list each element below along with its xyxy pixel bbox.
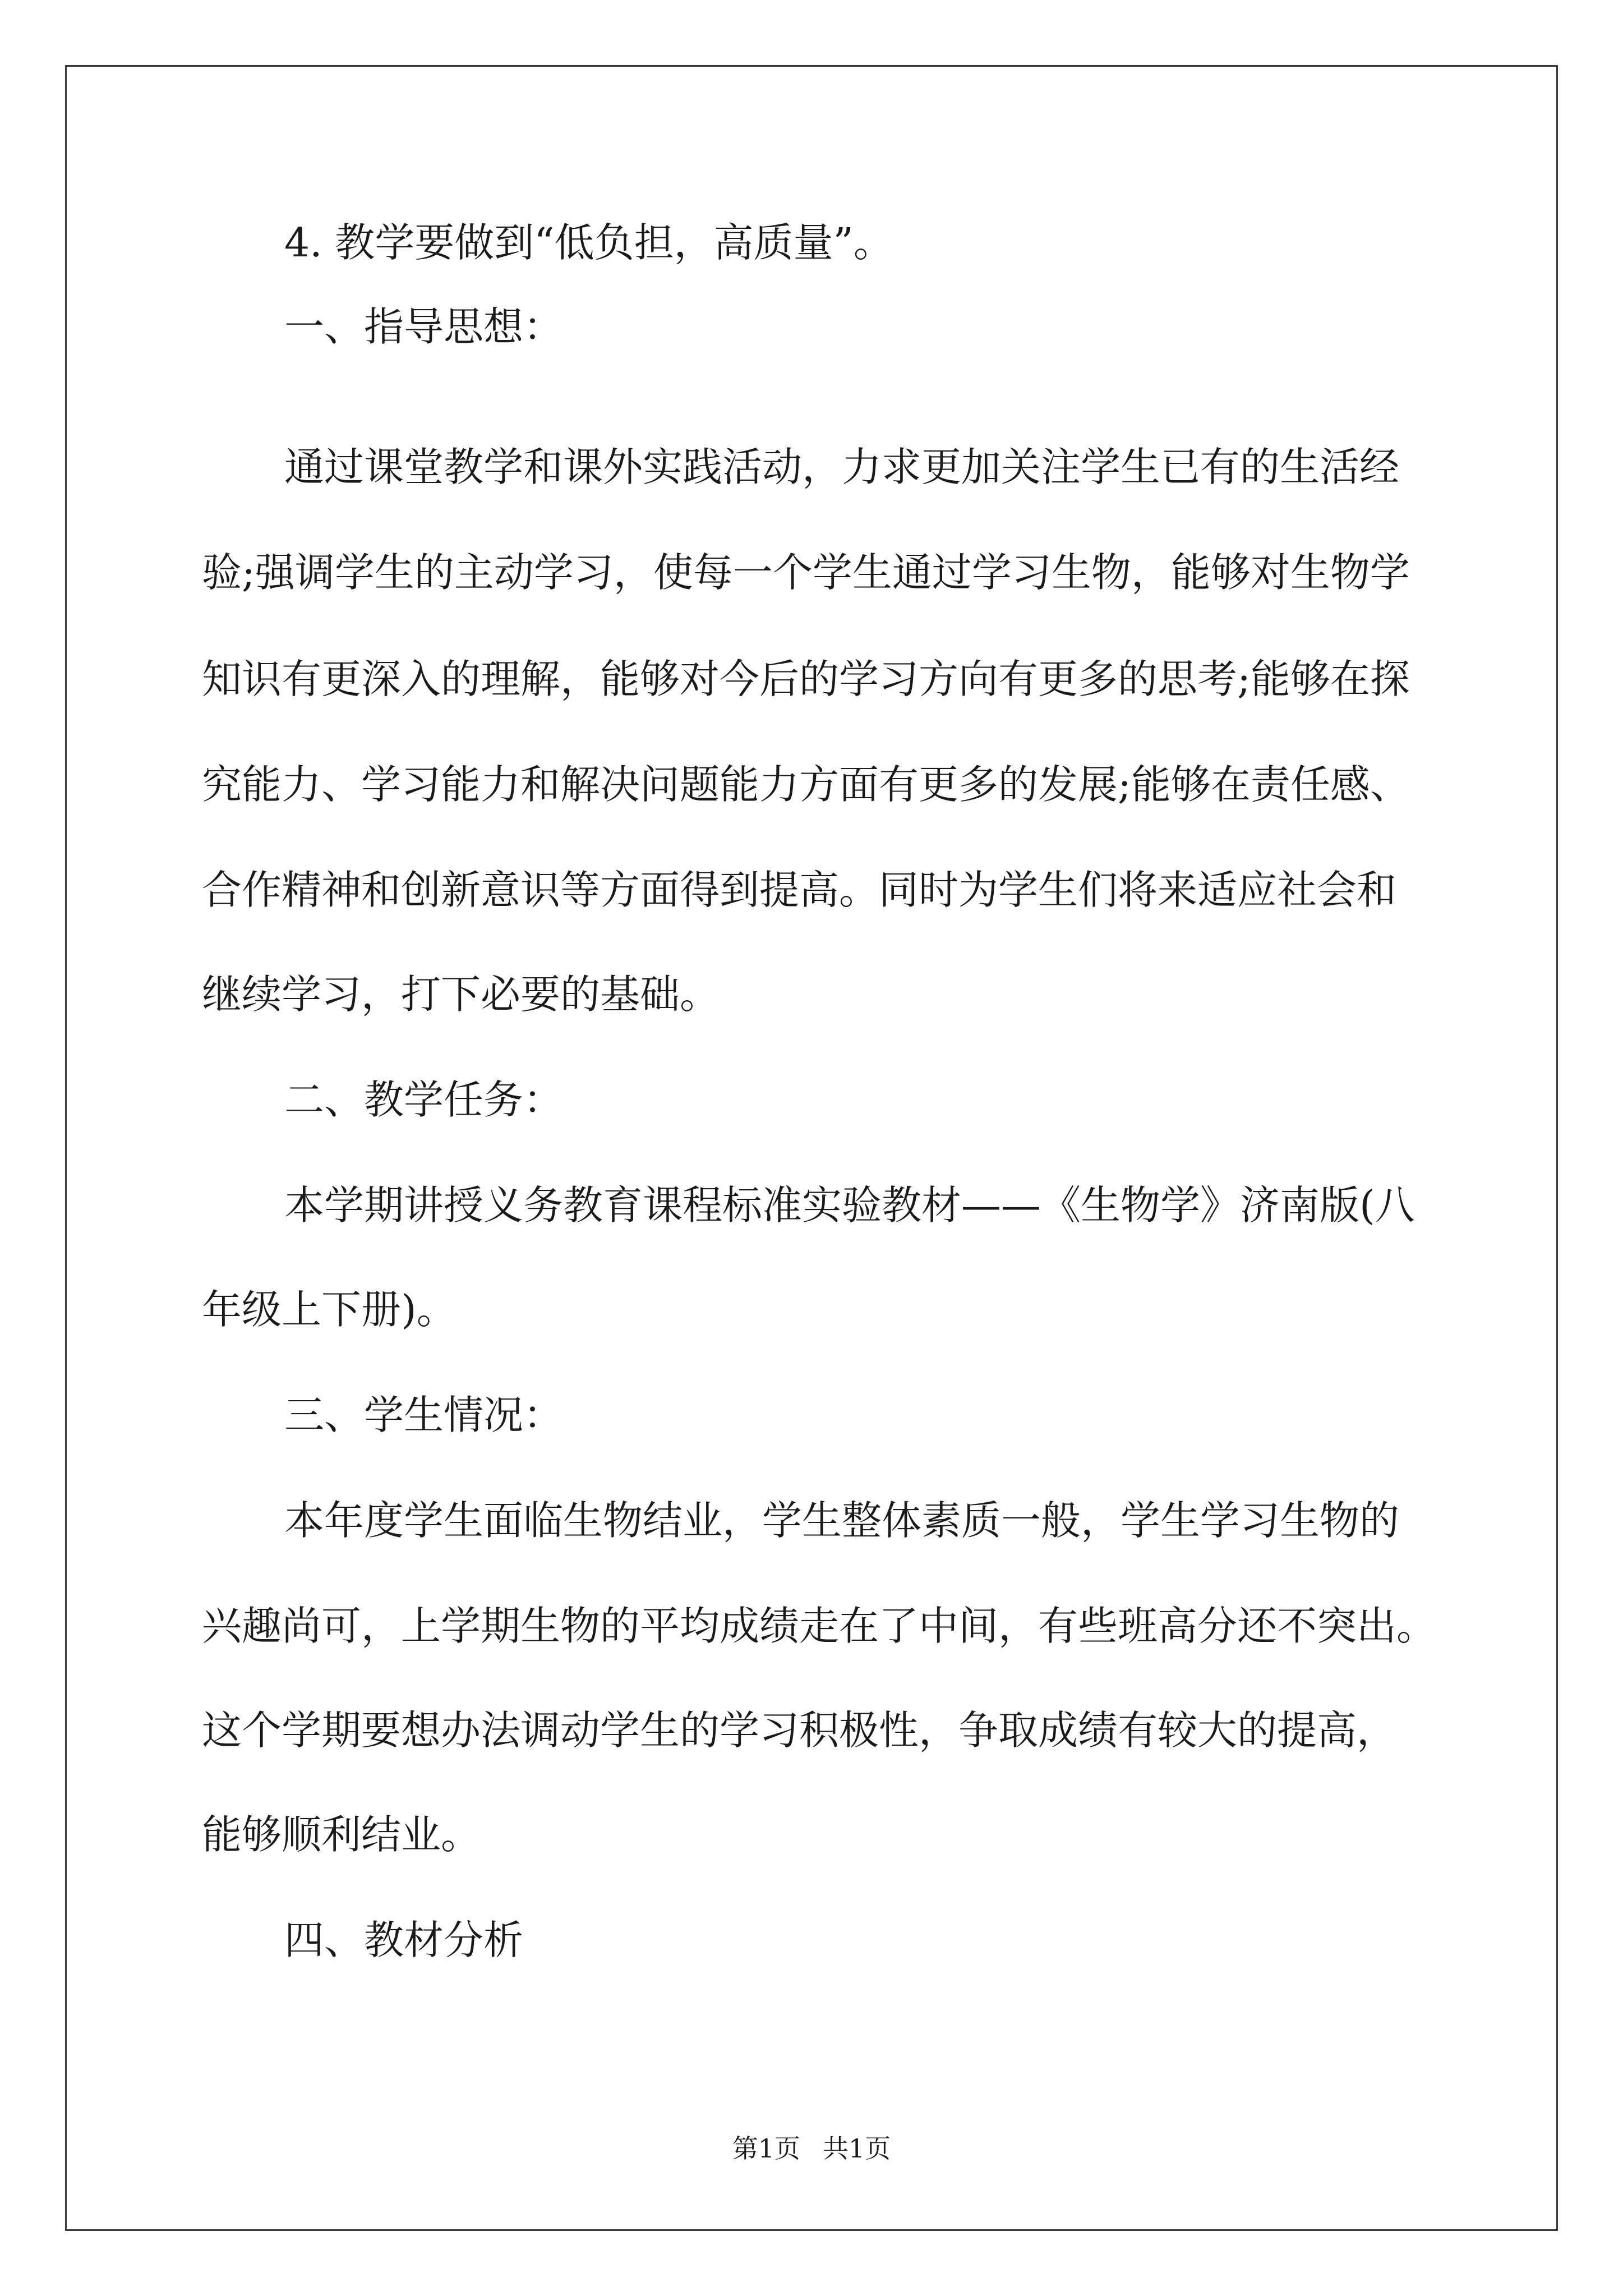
paragraph-line: 验;强调学生的主动学习，使每一个学生通过学习生物，能够对生物学 bbox=[202, 549, 1410, 596]
page-border bbox=[65, 65, 1558, 2231]
paragraph-line: 年级上下册)。 bbox=[202, 1286, 457, 1333]
paragraph-line: 本年度学生面临生物结业，学生整体素质一般，学生学习生物的 bbox=[284, 1497, 1400, 1544]
paragraph-line: 兴趣尚可，上学期生物的平均成绩走在了中间，有些班高分还不突出。 bbox=[202, 1603, 1437, 1649]
paragraph-line: 能够顺利结业。 bbox=[202, 1811, 481, 1858]
paragraph-line: 合作精神和创新意识等方面得到提高。同时为学生们将来适应社会和 bbox=[202, 867, 1397, 913]
page-total: 共1页 bbox=[823, 2133, 891, 2164]
paragraph-line: 这个学期要想办法调动学生的学习积极性，争取成绩有较大的提高， bbox=[202, 1707, 1397, 1754]
page-number: 第1页 bbox=[732, 2133, 800, 2164]
paragraph-line: 知识有更深入的理解，能够对今后的学习方向有更多的思考;能够在探 bbox=[202, 656, 1410, 702]
paragraph-line: 继续学习，打下必要的基础。 bbox=[202, 971, 720, 1018]
section-heading-teaching-tasks: 二、教学任务： bbox=[284, 1076, 564, 1123]
item-heading-4: 4. 教学要做到“低负担，高质量”。 bbox=[284, 219, 893, 266]
paragraph-line: 究能力、学习能力和解决问题能力方面有更多的发展;能够在责任感、 bbox=[202, 761, 1410, 808]
section-heading-student-situation: 三、学生情况： bbox=[284, 1392, 564, 1438]
section-heading-guiding-ideology: 一、指导思想： bbox=[284, 303, 564, 350]
paragraph-line: 通过课堂教学和课外实践活动，力求更加关注学生已有的生活经 bbox=[284, 444, 1400, 490]
section-heading-textbook-analysis: 四、教材分析 bbox=[284, 1917, 524, 1963]
page-footer bbox=[0, 2132, 1623, 2165]
paragraph-line: 本学期讲授义务教育课程标准实验教材——《生物学》济南版(八 bbox=[284, 1182, 1415, 1228]
